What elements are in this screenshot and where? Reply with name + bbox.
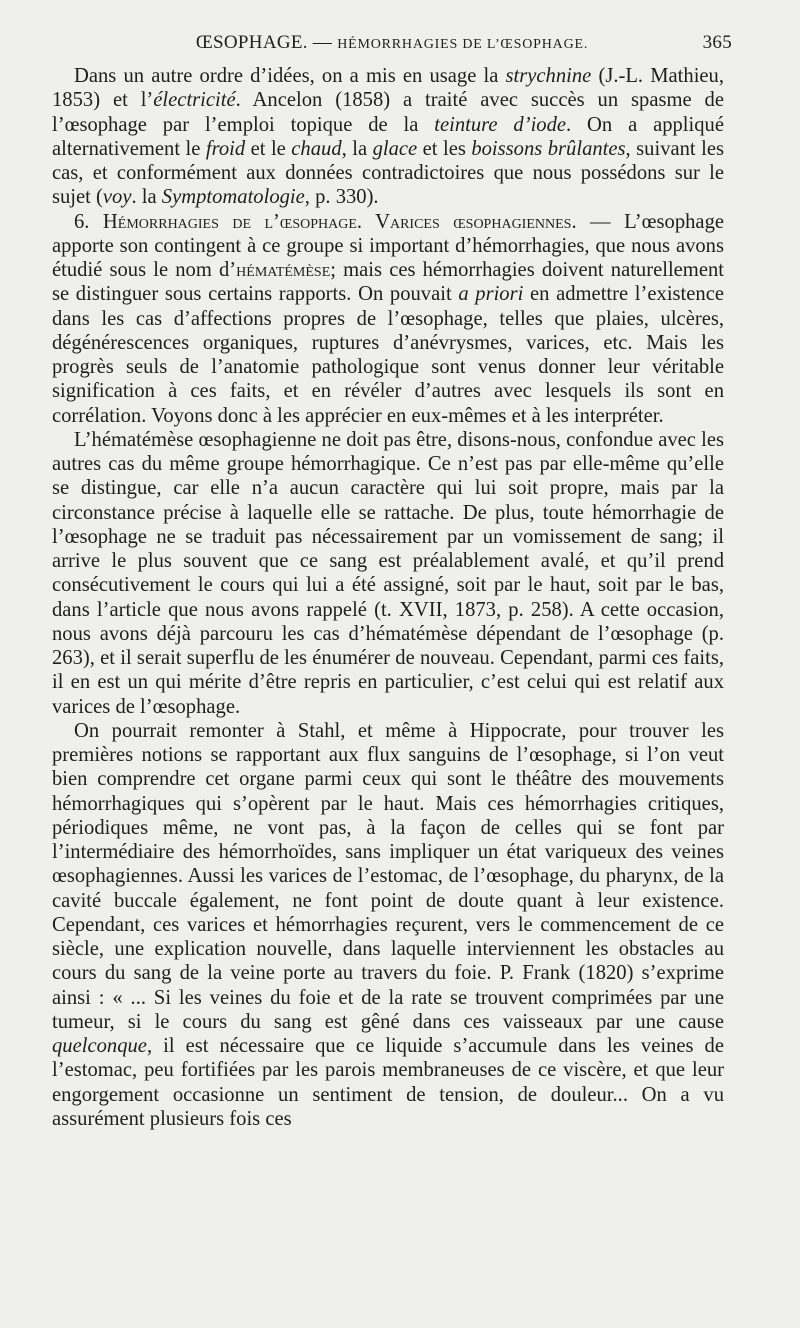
italic-run: froid — [205, 137, 246, 160]
running-title — [52, 32, 732, 54]
italic-run: a priori — [458, 283, 524, 306]
italic-run: Symptomatologie — [161, 186, 305, 209]
text-run: . Ancelon (1858) a traité avec succès un spasme de l’œsophage par l’emploi topique de la — [52, 89, 724, 136]
text-run: et le — [245, 137, 292, 160]
section-number: 6. — [74, 210, 103, 233]
italic-run: glace — [372, 137, 418, 160]
text-run: ; mais ces hémorrhagies doivent naturellement se distinguer sous certains rapports. On pouvait — [52, 259, 724, 306]
page-number: 365 — [702, 32, 732, 53]
italic-run: voy — [102, 186, 132, 209]
text-run: et les — [417, 137, 472, 160]
text-run: en admettre l’existence dans les cas d’affections propres de l’œsophage, telles que plaies, ulcères, dégénérescences organiques, ruptures d’anévrysmes, varices, etc. Mais les progrès seuls de l’anatomie pathologique sont venus donner leur véritable signification à ces faits, et en révéler d’autres avec lesquels ils sont en corrélation. Voyons donc à les apprécier en eux-mêmes et à les interpréter. — [52, 283, 724, 427]
section-heading: Hémorrhagies de l’œsophage. Varices œsophagiennes. — [102, 210, 577, 233]
text-run: . la — [131, 186, 162, 209]
italic-run: teinture d’iode — [434, 113, 567, 136]
italic-run: chaud — [291, 137, 342, 160]
small-caps-run: hématémèse — [236, 259, 331, 281]
italic-run: électricité — [153, 89, 236, 112]
section-title: ŒSOPHAGE. — — [195, 32, 338, 53]
text-run: On pourrait remonter à Stahl, et même à Hippocrate, pour trouver les premières notions se rapportant aux flux sanguins de l’œsophage, si l’on veut bien comprendre cet organe parmi ceux qui sont le théâtre des mouvements hémorrhagiques qui s’opèrent par le haut. Mais ces hémorrhagies critiques, périodiques même, ne vont pas, à la façon de celles qui se font par l’intermédiaire des hémorrhoïdes, sans impliquer un état variqueux des veines œsophagiennes. Aussi les varices de l’estomac, de l’œsophage, du pharynx, de la cavité buccale également, ne font point de doute quant à leur existence. Cependant, ces varices et hémorrhagies reçurent, vers le commencement de ce siècle, une explication nouvelle, dans laquelle interviennent les obstacles au cours du sang de la veine porte au travers du foie. P. Frank (1820) s’exprime ainsi : « ... Si les veines du foie et de la rate se trouvent comprimées par une tumeur, si le cours du sang est gêné dans ces vaisseaux par une cause — [52, 719, 724, 1033]
running-header — [52, 32, 732, 60]
text-run: , suivant les cas, et conformément aux données contradictoires que nous possédons sur le sujet ( — [52, 137, 724, 209]
text-run: (J.-L. Mathieu, 1853) et l’ — [52, 65, 725, 112]
italic-run: boissons brûlantes — [471, 137, 626, 160]
chapter-title: HÉMORRHAGIES DE L’ŒSOPHAGE. — [337, 37, 589, 52]
text-run: Dans un autre ordre d’idées, on a mis en usage la — [74, 65, 506, 87]
body-text — [52, 64, 724, 1131]
text-run: — L’œsophage apporte son contingent à ce groupe si important d’hémorrhagies, que nous avons étudié sous le nom d’ — [52, 210, 725, 281]
text-run: , p. 330). — [304, 186, 379, 209]
paragraph-3 — [52, 428, 724, 719]
paragraph-4 — [52, 719, 724, 1131]
italic-run: strychnine — [505, 65, 592, 87]
text-run: . On a appliqué alternativement le — [52, 113, 724, 160]
paragraph-1 — [52, 64, 724, 210]
paragraph-2 — [52, 210, 724, 428]
text-run: L’hématémèse œsophagienne ne doit pas être, disons-nous, confondue avec les autres cas du même groupe hémorrhagique. Ce n’est pas par elle-même qu’elle se distingue, car elle n’a aucun caractère qui lui soit propre, mais par la circonstance précise à laquelle elle se rattache. De plus, toute hémorrhagie de l’œsophage ne se traduit pas nécessairement par un vomissement de sang; il arrive le plus souvent que ce sang est préalablement avalé, et qu’il prend consécutivement le cours qui lui a été assigné, soit par le haut, soit par le bas, dans l’article que nous avons rappelé (t. XVII, 1873, p. 258). A cette occasion, nous avons déjà parcouru les cas d’hématémèse dépendant de l’œsophage (p. 263), et il serait superflu de les énumérer de nouveau. Cependant, parmi ces faits, il en est un qui mérite d’être repris en particulier, c’est celui qui est relatif aux varices de l’œsophage. — [52, 428, 724, 718]
italic-run: quelconque — [52, 1035, 147, 1057]
text-run: , il est nécessaire que ce liquide s’accumule dans les veines de l’estomac, peu fortifiées par les parois membraneuses de ce viscère, et que leur engorgement occasionne un sentiment de tension, de douleur... On a vu assurément plusieurs fois ces — [52, 1035, 724, 1130]
text-run: , la — [341, 137, 373, 160]
